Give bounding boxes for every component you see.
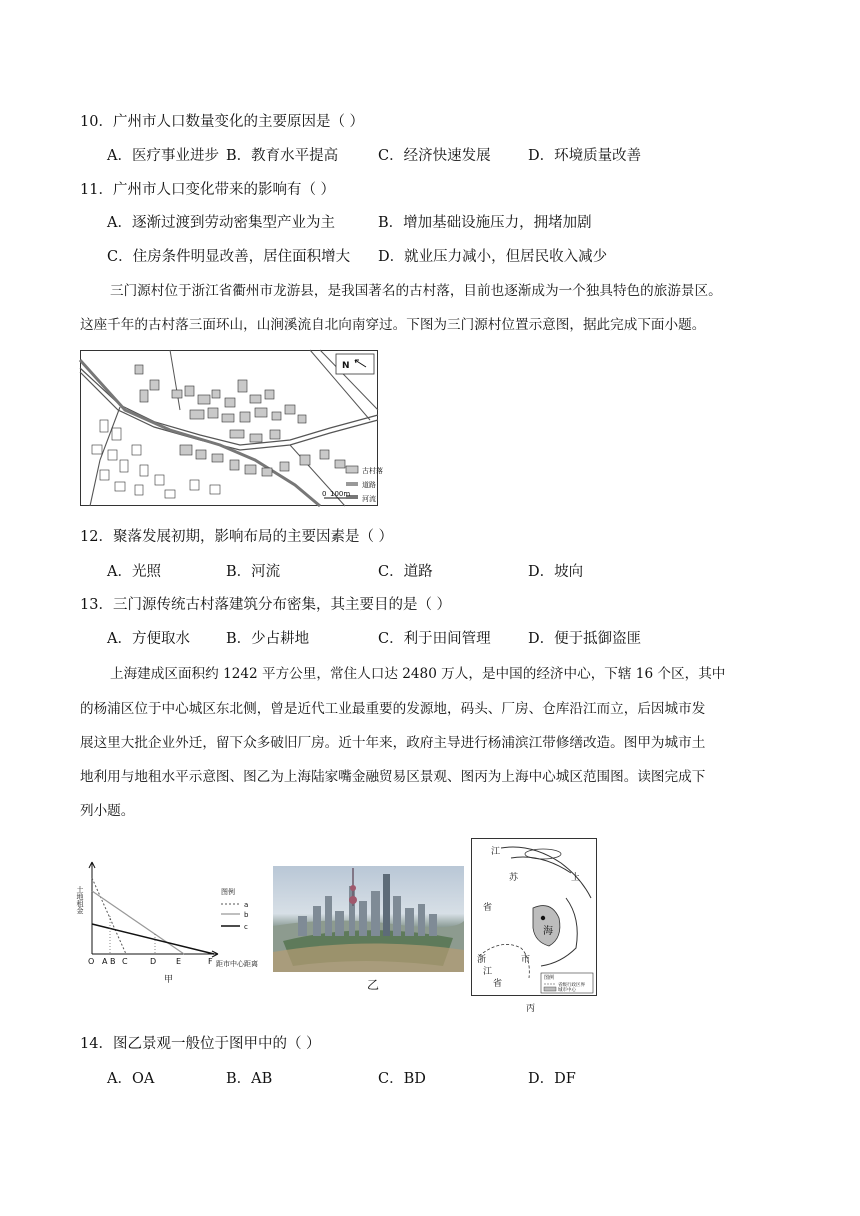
fig-jia-caption: 甲	[164, 975, 174, 985]
q11-option-c: C．住房条件明显改善，居住面积增大	[107, 249, 351, 265]
tick-d: D	[150, 957, 157, 966]
figure-yi-lujiazui-photo	[273, 866, 464, 972]
q14-stem: 14．图乙景观一般位于图甲中的（ ）	[80, 1036, 321, 1052]
label-jiang2: 江	[483, 967, 493, 977]
q13-option-b: B．少占耕地	[226, 631, 310, 647]
q12-option-a: A．光照	[107, 564, 161, 580]
legend-village-swatch	[346, 466, 358, 473]
legend-boundary-label: 省级行政区界	[558, 983, 585, 988]
figure-jia-rent-diagram	[76, 856, 268, 988]
tick-c: C	[122, 957, 128, 966]
legend-c-label: c	[244, 923, 248, 931]
scale-100m: 100m	[330, 490, 351, 498]
label-sheng1: 省	[483, 903, 493, 913]
q10-stem: 10．广州市人口数量变化的主要原因是（ ）	[80, 114, 365, 130]
y-axis-label: 土地租金	[76, 886, 84, 914]
tick-e: E	[176, 957, 182, 966]
tick-f: F	[208, 957, 213, 966]
q14-option-c: C．BD	[378, 1071, 426, 1087]
q10-option-d: D．环境质量改善	[528, 148, 642, 164]
city-center-icon	[541, 916, 545, 920]
curve-a	[92, 878, 126, 954]
q12-stem: 12．聚落发展初期，影响布局的主要因素是（ ）	[80, 529, 394, 545]
label-zhe: 浙	[477, 955, 487, 965]
q11-option-b: B．增加基础设施压力，拥堵加剧	[378, 215, 592, 231]
legend-center-label: 城市中心	[558, 988, 576, 993]
q12-option-c: C．道路	[378, 564, 433, 580]
q14-option-a: A．OA	[107, 1071, 155, 1087]
passage2-line2: 的杨浦区位于中心城区东北侧，曾是近代工业最重要的发源地，码头、厂房、仓库沿江而立，后因城市发	[80, 701, 706, 717]
legend-road-label: 道路	[362, 481, 376, 489]
village-location-map	[80, 350, 383, 506]
passage1-line1: 三门源村位于浙江省衢州市龙游县，是我国著名的古村落，目前也逐渐成为一个独具特色的旅游景区。	[110, 283, 722, 299]
figure-bing-shanghai-map	[471, 838, 597, 1016]
q14-option-d: D．DF	[528, 1071, 576, 1087]
q12-option-d: D．坡向	[528, 564, 584, 580]
curve-b	[92, 891, 184, 954]
passage2-line5: 列小题。	[80, 803, 135, 819]
tick-o: O	[88, 957, 95, 966]
q11-stem: 11．广州市人口变化带来的影响有（ ）	[80, 182, 336, 198]
label-su: 苏	[509, 873, 519, 883]
passage2-line4: 地利用与地租水平示意图、图乙为上海陆家嘴金融贸易区景观、图丙为上海中心城区范围图。读图完成下	[80, 769, 706, 785]
q13-option-a: A．方便取水	[107, 631, 190, 647]
q11-option-a: A．逐渐过渡到劳动密集型产业为主	[107, 215, 335, 231]
q10-option-a: A．医疗事业进步	[107, 148, 219, 164]
fig-bing-legend-title: 图例	[544, 975, 555, 981]
q13-option-d: D．便于抵御盗匪	[528, 631, 642, 647]
label-hai: 海	[543, 926, 553, 937]
scale-zero: 0	[322, 490, 327, 498]
passage2-line3: 展这里大批企业外迁，留下众多破旧厂房。近十年来，政府主导进行杨浦滨江带修缮改造。图甲为城市土	[80, 735, 706, 751]
q14-option-b: B．AB	[226, 1071, 273, 1087]
label-jiang: 江	[491, 847, 501, 857]
label-sheng2: 省	[493, 979, 503, 989]
tick-ab: A B	[102, 957, 116, 966]
q10-option-c: C．经济快速发展	[378, 148, 491, 164]
label-shang: 上	[571, 873, 581, 883]
passage1-line2: 这座千年的古村落三面环山，山涧溪流自北向南穿过。下图为三门源村位置示意图，据此完成下面小题。	[80, 317, 706, 333]
legend-b-label: b	[244, 911, 249, 919]
legend-a-label: a	[244, 901, 249, 909]
fig-jia-legend-title: 图例	[221, 888, 235, 896]
q13-stem: 13．三门源传统古村落建筑分布密集，其主要目的是（ ）	[80, 597, 452, 613]
fig-yi-caption: 乙	[367, 978, 380, 992]
label-shi: 市	[521, 955, 531, 965]
q11-option-d: D．就业压力减小，但居民收入减少	[378, 249, 608, 265]
q13-option-c: C．利于田间管理	[378, 631, 491, 647]
passage2-line1: 上海建成区面积约 1242 平方公里，常住人口达 2480 万人，是中国的经济中心，下辖 16 个区，其中	[110, 666, 726, 682]
q12-option-b: B．河流	[226, 564, 281, 580]
x-axis-label: 距市中心距离	[216, 960, 258, 968]
q10-option-b: B．教育水平提高	[226, 148, 339, 164]
legend-village-label: 古村落	[362, 467, 383, 475]
fig-bing-caption: 丙	[526, 1004, 536, 1014]
legend-river-label: 河流	[362, 495, 376, 503]
north-arrow-label: N	[342, 361, 350, 371]
